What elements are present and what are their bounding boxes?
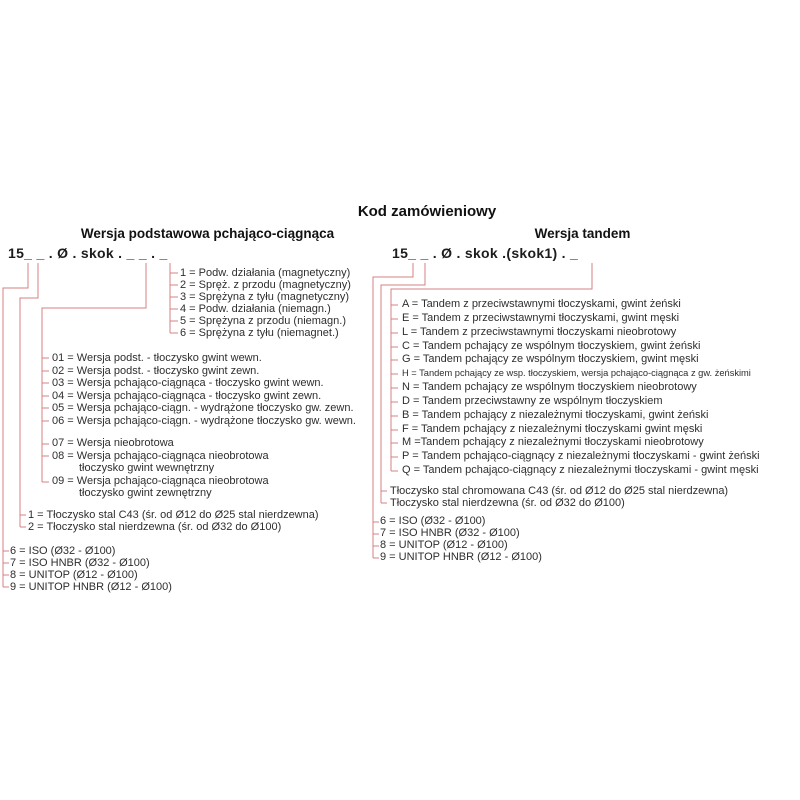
tandem-series-options-list: [380, 516, 542, 564]
tandem-type-option: G = Tandem pchający ze wspólnym tłoczyskiem, gwint męski: [402, 353, 699, 366]
version-option: 04 = Wersja pchająco-ciągnąca - tłoczysko gwint zewn.: [52, 389, 322, 402]
basic-action-options-list: [180, 267, 351, 339]
tandem-type-option: N = Tandem pchający ze wspólnym tłoczyskiem nieobrotowy: [402, 381, 697, 394]
series-option: 6 = ISO (Ø32 - Ø100): [10, 545, 116, 557]
series-option: 7 = ISO HNBR (Ø32 - Ø100): [10, 557, 150, 569]
tandem-type-option: C = Tandem pchający ze wspólnym tłoczyskiem, gwint żeński: [402, 339, 701, 352]
series-option: 7 = ISO HNBR (Ø32 - Ø100): [380, 526, 520, 539]
rod-option: 1 = Tłoczysko stal C43 (śr. od Ø12 do Ø25 stal nierdzewna): [28, 509, 319, 521]
series-option: 9 = UNITOP HNBR (Ø12 - Ø100): [380, 550, 542, 563]
tandem-type-option: B = Tandem pchający z niezależnymi tłoczyskami, gwint żeński: [402, 408, 709, 421]
tandem-type-option: L = Tandem z przeciwstawnymi tłoczyskami nieobrotowy: [402, 325, 677, 338]
action-option: 3 = Sprężyna z tyłu (magnetyczny): [180, 291, 350, 304]
basic-order-code: 15_ _ . Ø . skok . _ _ . _: [8, 245, 168, 261]
tandem-type-option: H = Tandem pchający ze wsp. tłoczyskiem, wersja pchająco-ciągnąca z gw. żeńskimi: [402, 368, 751, 379]
leader-line-basic-action: [170, 263, 178, 333]
tandem-type-option: A = Tandem z przeciwstawnymi tłoczyskami, gwint żeński: [402, 298, 681, 310]
version-option: 01 = Wersja podst. - tłoczysko gwint wewn.: [52, 352, 262, 364]
leader-line-basic-rod: [20, 263, 38, 527]
action-option: 2 = Spręż. z przodu (magnetyczny): [180, 279, 351, 292]
tandem-rod-options-list: [390, 485, 728, 509]
action-option: 5 = Sprężyna z przodu (niemagn.): [180, 315, 347, 328]
basic-rod-options-list: [28, 509, 319, 533]
version-option: 03 = Wersja pchająco-ciągnąca - tłoczysko gwint wewn.: [52, 377, 324, 390]
rod-option: Tłoczysko stal chromowana C43 (śr. od Ø12 do Ø25 stal nierdzewna): [390, 485, 729, 497]
version-option: 06 = Wersja pchająco-ciągn. - wydrążone tłoczysko gw. wewn.: [52, 414, 356, 427]
basic-series-options-list: [10, 545, 172, 593]
basic-version-options-list: [52, 352, 356, 500]
version-option: 02 = Wersja podst. - tłoczysko gwint zewn.: [52, 364, 260, 377]
series-option: 6 = ISO (Ø32 - Ø100): [380, 515, 486, 527]
version-option: tłoczysko gwint wewnętrzny: [79, 462, 215, 475]
tandem-type-option: D = Tandem przeciwstawny ze wspólnym tłoczyskiem: [402, 394, 663, 407]
leader-line-basic-series: [3, 263, 28, 587]
action-option: 1 = Podw. działania (magnetyczny): [180, 267, 351, 279]
basic-version-heading: Wersja podstawowa pchająco-ciągnąca: [80, 226, 335, 241]
series-option: 9 = UNITOP HNBR (Ø12 - Ø100): [10, 581, 172, 593]
rod-option: Tłoczysko stal nierdzewna (śr. od Ø32 do Ø100): [390, 497, 625, 509]
rod-option: 2 = Tłoczysko stal nierdzewna (śr. od Ø32 do Ø100): [28, 521, 282, 534]
tandem-order-code: 15_ _ . Ø . skok .(skok1) . _: [392, 245, 579, 261]
version-option: 07 = Wersja nieobrotowa: [52, 437, 174, 450]
version-option: 09 = Wersja pchająco-ciągnąca nieobrotowa: [52, 474, 269, 487]
version-option: tłoczysko gwint zewnętrzny: [79, 487, 212, 500]
tandem-type-option: E = Tandem z przeciwstawnymi tłoczyskami, gwint męski: [402, 311, 680, 324]
action-option: 4 = Podw. działania (niemagn.): [180, 303, 331, 316]
version-option: 08 = Wersja pchająco-ciągnąca nieobrotowa: [52, 449, 269, 462]
version-option: 05 = Wersja pchająco-ciągn. - wydrążone tłoczysko gw. zewn.: [52, 402, 354, 415]
series-option: 8 = UNITOP (Ø12 - Ø100): [10, 569, 138, 581]
tandem-type-options-list: [402, 298, 760, 478]
tandem-type-option: Q = Tandem pchająco-ciągnący z niezależnymi tłoczyskami - gwint męski: [402, 464, 759, 477]
tandem-type-option: F = Tandem pchający z niezależnymi tłoczyskami gwint męski: [402, 422, 703, 435]
page-title: Kod zamówieniowy: [357, 203, 497, 220]
action-option: 6 = Sprężyna z tyłu (niemagnet.): [180, 327, 339, 340]
tandem-type-option: P = Tandem pchająco-ciągnący z niezależnymi tłoczyskami - gwint żeński: [402, 450, 760, 463]
tandem-version-heading: Wersja tandem: [534, 226, 631, 241]
tandem-type-option: M =Tandem pchający z niezależnymi tłoczyskami nieobrotowy: [402, 436, 704, 449]
series-option: 8 = UNITOP (Ø12 - Ø100): [380, 538, 508, 551]
